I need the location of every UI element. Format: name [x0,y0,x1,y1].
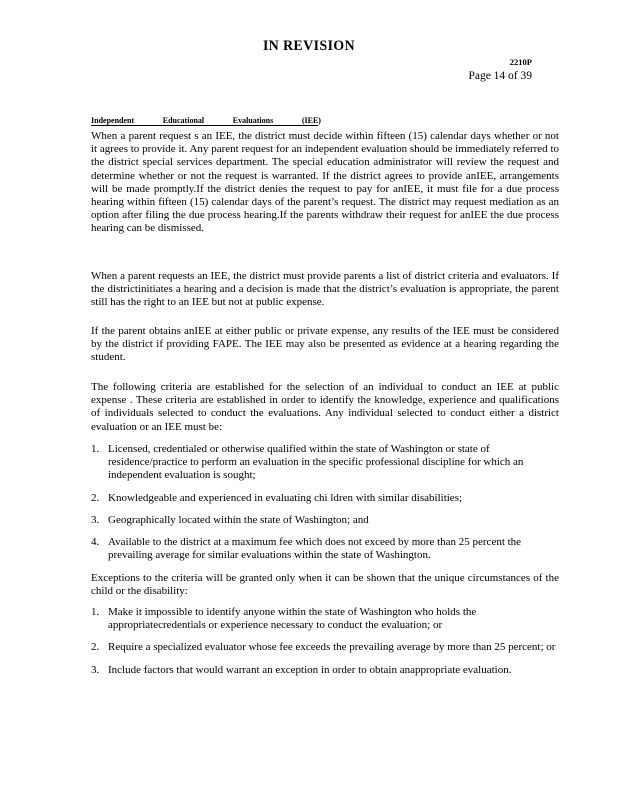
page-title: IN REVISION [262,38,356,54]
section-heading-word: Independent [91,116,135,125]
section-heading-word: (IEE) [301,116,321,125]
list-item: 2. Require a specialized evaluator whose fee exceeds the prevailing average by more than 25 percent; or [91,641,556,654]
list-item: 1. Licensed, credentialed or otherwise qualified within the state of Washington or state of residence/practice to perform an evaluation in the specific professional discipline for which an independent evaluation is sought; [91,443,524,482]
list-item: 4. Available to the district at a maximum fee which does not exceed by more than 25 percent the prevailing average for similar evaluations within the state of Washington. [91,536,522,562]
page-number: Page 14 of 39 [468,70,532,82]
section-heading-word: Educational [162,116,205,125]
paragraph-criteria-intro: The following criteria are established for the selection of an individual to conduct an IEE at public expense . These criteria are established in order to identify the knowledge, experience and qualifications of individuals selected to conduct the evaluations. Any individual selected to conduct either a district evaluation or an IEE must be: [91,381,559,433]
list-item: 2. Knowledgeable and experienced in evaluating chi ldren with similar disabilities; [91,491,463,504]
paragraph-exceptions-intro: Exceptions to the criteria will be granted only when it can be shown that the unique circumstances of the child or the disability: [91,572,559,598]
criteria-list [91,443,559,562]
paragraph-parent-obtains: If the parent obtains anIEE at either public or private expense, any results of the IEE must be considered by the district if providing FAPE. The IEE may also be presented as evidence at a hearing regarding the student. [91,325,559,364]
section-heading [91,116,321,125]
section-heading-word: Evaluations [232,116,274,125]
policy-code: 2210P [509,57,532,67]
heading-underline [91,125,318,126]
paragraph-criteria-list: When a parent requests an IEE, the district must provide parents a list of district criteria and evaluators. If the districtinitiates a hearing and a decision is made that the district’s evaluation is appropriate, the parent still has the right to an IEE but not at public expense. [91,270,559,309]
exceptions-list [91,606,559,677]
paragraph-iee-request: When a parent request s an IEE, the district must decide within fifteen (15) calendar days whether or not it agrees to provide it. Any parent request for an independent evaluation should be immediately referred to the district special services department. The special education administrator will review the request and determine whether or not the request is warranted. If the district agrees to provide anIEE, arrangements will be made promptly.If the district denies the request to pay for anIEE, it must file for a due process hearing within fifteen (15) calendar days of the parent’s request. The district may request mediation as an option after filing the due process hearing.If the parents withdraw their request for anIEE the due process hearing can be dismissed. [91,130,559,235]
list-item: 1. Make it impossible to identify anyone within the state of Washington who holds the appropriatecredentials or experience necessary to conduct the evaluation; or [91,606,477,632]
list-item: 3. Geographically located within the state of Washington; and [91,513,369,526]
list-item: 3. Include factors that would warrant an exception in order to obtain anappropriate evaluation. [91,663,512,676]
